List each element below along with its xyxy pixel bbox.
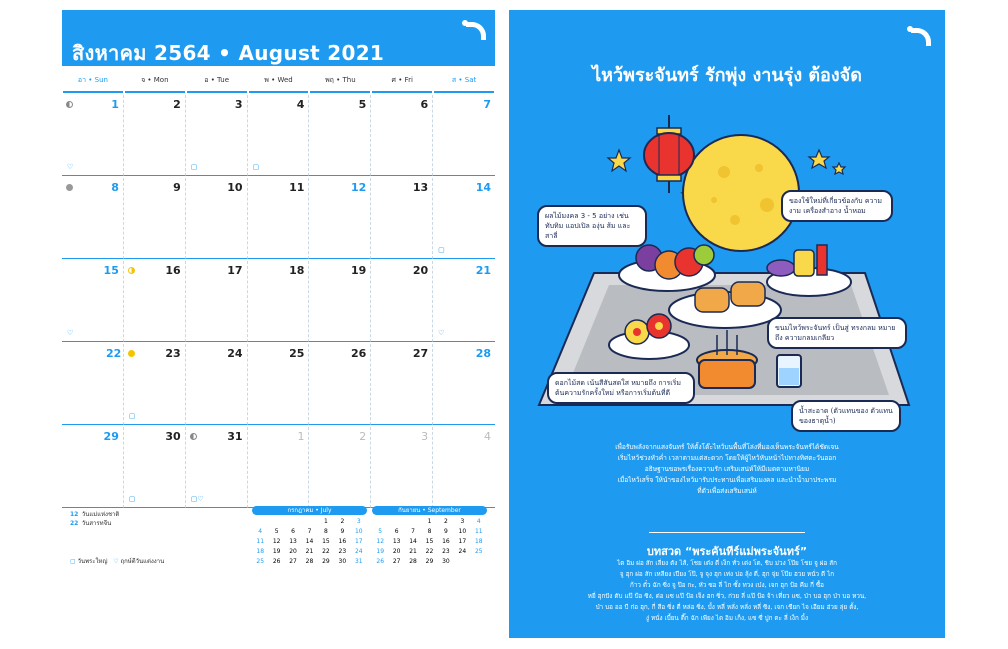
mini-day: 1 <box>427 518 432 525</box>
day-cell[interactable] <box>124 427 186 508</box>
calendar-title: สิงหาคม 2564 • August 2021 <box>72 41 385 65</box>
day-cell[interactable] <box>62 178 124 259</box>
mini-day: 7 <box>307 528 312 535</box>
day-cell[interactable] <box>371 261 433 342</box>
mini-day: 22 <box>322 548 330 555</box>
day-number: 14 <box>475 181 492 194</box>
mini-day: 10 <box>458 528 467 535</box>
mini-day: 15 <box>425 538 434 545</box>
mini-day: 30 <box>338 558 347 565</box>
mini-day: 23 <box>442 548 450 555</box>
heart-icon: ♡ <box>67 163 74 171</box>
day-number: 6 <box>420 98 429 111</box>
temple-icon: ▢ <box>128 412 136 420</box>
mini-calendar-title: กรกฎาคม • July <box>252 506 367 515</box>
mini-day: 24 <box>354 548 363 555</box>
day-cell[interactable] <box>309 344 371 425</box>
mini-day: 25 <box>256 558 265 565</box>
mini-day: 18 <box>474 538 483 545</box>
mini-day: 6 <box>291 528 295 535</box>
holiday-legend <box>70 510 119 528</box>
day-number: 10 <box>227 181 243 194</box>
mooncake-speech-bubble: ขนมไหว้พระจันทร์ เป็นสู่ ทรงกลม หมายถึง ความกลมเกลียว <box>767 317 907 349</box>
weekday-sat: ส • Sat <box>434 73 494 93</box>
day-number: 5 <box>358 98 367 111</box>
legend-label: วันพระใหญ่ <box>77 558 108 565</box>
mini-day: 9 <box>340 528 345 535</box>
day-number: 8 <box>111 181 119 194</box>
mini-day <box>388 517 404 527</box>
calendar-grid <box>62 93 495 508</box>
day-cell[interactable] <box>124 178 186 259</box>
mini-day: 4 <box>258 528 263 535</box>
mini-calendar-days <box>252 517 367 567</box>
holiday-date: 12 <box>70 511 79 518</box>
day-cell[interactable] <box>186 95 248 176</box>
day-cell[interactable] <box>186 178 248 259</box>
day-cell[interactable] <box>433 261 495 342</box>
day-cell[interactable] <box>186 427 248 508</box>
new-moon-icon <box>66 184 73 191</box>
mini-calendar-september <box>372 506 487 567</box>
mini-day: 16 <box>442 538 450 545</box>
day-cell[interactable] <box>371 427 433 508</box>
mini-day: 15 <box>322 538 330 545</box>
heart-icon: ♡ <box>67 329 74 337</box>
water-speech-bubble: น้ำสะอาด (ตัวแทนของ ตัวแทนของธาตุน้ำ) <box>791 400 901 432</box>
day-cell[interactable] <box>309 95 371 176</box>
day-number: 24 <box>227 347 243 360</box>
poster-title: ไหว้พระจันทร์ รักพุ่ง งานรุ่ง ต้องจัด <box>592 65 862 86</box>
mini-day: 11 <box>256 538 265 545</box>
day-number: 23 <box>165 347 181 360</box>
day-cell[interactable] <box>371 95 433 176</box>
mini-day: 17 <box>458 538 467 545</box>
mini-day: 26 <box>376 558 385 565</box>
calendar-week <box>62 342 495 425</box>
mini-day: 1 <box>324 518 328 525</box>
day-number: 20 <box>412 264 429 277</box>
day-cell[interactable] <box>309 261 371 342</box>
mini-day: 20 <box>392 548 401 555</box>
mini-day <box>454 557 470 567</box>
mini-day <box>405 517 421 527</box>
mini-day: 29 <box>322 558 330 565</box>
weekday-sun: อา • Sun <box>63 73 123 93</box>
day-number: 17 <box>227 264 243 277</box>
day-number: 2 <box>359 430 367 443</box>
day-cell[interactable] <box>433 95 495 176</box>
day-number: 31 <box>227 430 243 443</box>
day-number: 2 <box>173 98 181 111</box>
day-number: 19 <box>350 264 367 277</box>
mini-day: 27 <box>392 558 401 565</box>
day-cell[interactable] <box>433 344 495 425</box>
mini-day: 3 <box>356 518 361 525</box>
mini-day: 31 <box>354 558 363 565</box>
mini-day: 12 <box>272 538 281 545</box>
mini-day: 3 <box>460 518 465 525</box>
calendar-week <box>62 259 495 342</box>
weekday-header-row <box>62 73 495 93</box>
chant-text: ไต อิม ผ่อ สัก เลี่ยง ตัง ไส้, โชย เต๋ง ตี่ เง็ก ทั่ว เต่ง โต, ชิบ ม่วง โป๊ย โชย จู ผ่อ สัก จู ฮุก ผ่อ สัก เหลียง เปียง โป๊, จู จุง ฮุก เท่ง บ่อ ลุ้ง ตี่, ฮุก จุ่ย โป๊ย ฮวย หนั่ว ตี ไก ก้าว ตั๋ว ฉัก ซิ่ง จู ป๊อ กะ, หัว ซอ ลี่ ไก ซั้ง ทวง เบ๋ง, เจก ฮุก ป้อ คีม กี่ ซื้อ หยี่ ฮุกปัง ตับ แป๊ ป้อ ซิง, ต่อ แซ แป๊ ป้อ เจ็ง ฮก ซิ่ว, ก่วย ลี่ แป๊ ป้อ จ้า เที่ยว แซ, ป่า บอ ฮุก ป่า บอ หวน, ป่า บอ ออ บี ก่อ ฮุก, กี่ สือ ซิ่ง ตี่ หล่อ ซิ่ง, บั้ง หลี่ หลั่ง หลั่ง หลี่ ซิง, เจก เชียก ไจ เอียม ฮ่วย ลุ่ย ตั้ง, งู่ หนั่ง เบี้ยน ตี๊ก ฉัก เพียง ไต อิม เก็ง, แซ ซี่ ปูก ตะ ลี่ เง็ก มิ้ง <box>587 560 867 622</box>
waning-moon-icon <box>190 433 197 440</box>
weekday-fri: ศ • Fri <box>372 73 432 93</box>
chant-subtitle: บทสวด “พระคันทีร์แม่พระจันทร์” <box>646 545 808 558</box>
temple-icon: ▢ <box>190 163 198 171</box>
full-moon-icon <box>683 135 799 251</box>
mini-day: 13 <box>289 538 297 545</box>
day-cell[interactable] <box>371 178 433 259</box>
mini-day: 6 <box>394 528 399 535</box>
day-cell[interactable] <box>433 427 495 508</box>
mini-day: 26 <box>272 558 281 565</box>
holiday-item <box>70 510 119 519</box>
mini-day: 14 <box>305 538 314 545</box>
mini-day: 23 <box>338 548 347 555</box>
mini-day: 5 <box>274 528 279 535</box>
day-number: 1 <box>111 98 119 111</box>
day-cell[interactable] <box>309 427 371 508</box>
day-number: 21 <box>475 264 492 277</box>
mini-day: 19 <box>272 548 281 555</box>
mini-day: 20 <box>289 548 297 555</box>
weekday-tue: อ • Tue <box>187 73 247 93</box>
mini-day: 4 <box>476 518 481 525</box>
mini-day: 29 <box>425 558 434 565</box>
day-cell[interactable] <box>433 178 495 259</box>
day-cell[interactable] <box>186 344 248 425</box>
calendar-week <box>62 93 495 176</box>
day-number: 7 <box>483 98 492 111</box>
mini-day: 18 <box>256 548 265 555</box>
legend-label: ฤกษ์ดีวันแต่งงาน <box>120 558 165 565</box>
day-cell[interactable] <box>248 344 310 425</box>
day-number: 22 <box>106 347 122 360</box>
mini-day: 8 <box>324 528 328 535</box>
mini-day: 27 <box>289 558 297 565</box>
calendar-header <box>62 10 495 66</box>
mini-day <box>268 517 284 527</box>
day-number: 29 <box>103 430 119 443</box>
day-number: 3 <box>421 430 429 443</box>
dtac-logo-icon <box>462 18 488 40</box>
temple-heart-icon: ▢♡ <box>190 495 204 503</box>
day-number: 25 <box>289 347 305 360</box>
day-number: 27 <box>412 347 429 360</box>
mini-day <box>285 517 301 527</box>
mini-day: 16 <box>338 538 347 545</box>
mini-day: 14 <box>409 538 417 545</box>
cosmetics-speech-bubble: ของใช้ใหม่ที่เกี่ยวข้องกับ ความงาม เครื่องสำอาง น้ำหอม <box>781 190 893 222</box>
temple-icon: ▢ <box>70 558 76 565</box>
day-number: 30 <box>165 430 181 443</box>
mini-day: 2 <box>340 518 345 525</box>
day-cell[interactable] <box>248 427 310 508</box>
day-cell[interactable] <box>309 178 371 259</box>
temple-icon: ▢ <box>128 495 136 503</box>
day-cell[interactable] <box>62 427 124 508</box>
day-number: 4 <box>296 98 305 111</box>
fruit-speech-bubble: ผลไม้มงคล 3 - 5 อย่าง เช่น ทับทิม แอปเปิล องุ่น ส้ม และสาลี่ <box>537 205 647 247</box>
day-number: 12 <box>350 181 367 194</box>
day-cell[interactable] <box>248 261 310 342</box>
mini-day: 11 <box>474 528 483 535</box>
waxing-moon-icon <box>66 101 73 108</box>
weekday-thu: พฤ • Thu <box>310 73 370 93</box>
mini-day: 9 <box>444 528 448 535</box>
mini-day: 2 <box>444 518 448 525</box>
day-number: 11 <box>289 181 305 194</box>
mini-day: 24 <box>458 548 467 555</box>
calendar-week <box>62 176 495 259</box>
mini-day: 21 <box>305 548 314 555</box>
calendar-page <box>62 10 495 566</box>
day-number: 3 <box>234 98 243 111</box>
calendar-week <box>62 425 495 508</box>
temple-icon: ▢ <box>252 163 260 171</box>
weekday-mon: จ • Mon <box>125 73 185 93</box>
mini-day: 22 <box>425 548 434 555</box>
mid-autumn-poster <box>509 10 945 638</box>
mini-day: 8 <box>427 528 432 535</box>
mini-day: 10 <box>354 528 363 535</box>
mini-day <box>301 517 317 527</box>
day-number: 18 <box>289 264 305 277</box>
weekday-wed: พ • Wed <box>249 73 309 93</box>
mini-day: 30 <box>442 558 450 565</box>
day-number: 15 <box>103 264 119 277</box>
mini-day <box>252 517 268 527</box>
mini-day: 21 <box>409 548 417 555</box>
mini-day: 12 <box>376 538 385 545</box>
day-number: 16 <box>165 264 181 277</box>
day-cell[interactable] <box>124 95 186 176</box>
day-cell[interactable] <box>62 344 124 425</box>
day-number: 1 <box>297 430 305 443</box>
day-cell[interactable] <box>124 344 186 425</box>
mini-day: 7 <box>411 528 415 535</box>
holiday-date: 22 <box>70 520 79 527</box>
day-number: 26 <box>350 347 367 360</box>
mini-day <box>372 517 388 527</box>
mini-day: 28 <box>305 558 314 565</box>
instructions-paragraph: เพื่อรับพลังจากแสงจันทร์ ให้ตั้งโต๊ะไหว้บนพื้นที่โล่งที่มองเห็นพระจันทร์ได้ชัดเจน เริ่มไหว้ช่วงหัวค่ำ เวลาตามแต่สะดวก โดยให้ผู้ไหว้หันหน้าไปทางทิศตะวันออก อธิษฐานขอพรเรื่องความรัก เสริมเสน่ห์ให้มีเมตตามหานิยม เมื่อไหว้เสร็จ ให้นำของไหว้มารับประทานเพื่อเสริมมงคล และนำน้ำมาประพรม ที่ตัวเพื่อส่งเสริมเสน่ห์ <box>615 443 839 495</box>
icon-legend <box>70 556 164 566</box>
mini-day: 25 <box>474 548 483 555</box>
heart-icon: ♡ <box>113 558 119 565</box>
day-cell[interactable] <box>62 95 124 176</box>
day-number: 13 <box>412 181 429 194</box>
heart-icon: ♡ <box>438 329 445 337</box>
mini-day: 28 <box>409 558 417 565</box>
day-number: 4 <box>484 430 492 443</box>
holiday-label: วันแม่แห่งชาติ <box>81 511 120 518</box>
day-cell[interactable] <box>186 261 248 342</box>
flower-speech-bubble: ดอกไม้สด เน้นสีสันสดใส หมายถึง การเริ่มต้นความรักครั้งใหม่ หรือการเริ่มต้นที่ดี <box>547 372 695 404</box>
half-moon-icon <box>128 267 135 274</box>
day-cell[interactable] <box>62 261 124 342</box>
mini-calendar-days <box>372 517 487 567</box>
mini-calendar-july <box>252 506 367 567</box>
holiday-label: วันสารทจีน <box>81 520 112 527</box>
mini-day: 19 <box>376 548 385 555</box>
day-number: 28 <box>475 347 492 360</box>
day-cell[interactable] <box>371 344 433 425</box>
mini-calendar-title: กันยายน • September <box>372 506 487 515</box>
day-cell[interactable] <box>248 95 310 176</box>
mini-day: 13 <box>392 538 401 545</box>
holiday-item <box>70 519 119 528</box>
day-number: 9 <box>173 181 181 194</box>
mini-day: 17 <box>354 538 363 545</box>
mini-day: 5 <box>378 528 383 535</box>
temple-icon: ▢ <box>438 246 445 254</box>
divider <box>649 532 805 533</box>
day-cell[interactable] <box>248 178 310 259</box>
mini-day <box>471 557 487 567</box>
day-cell[interactable] <box>124 261 186 342</box>
